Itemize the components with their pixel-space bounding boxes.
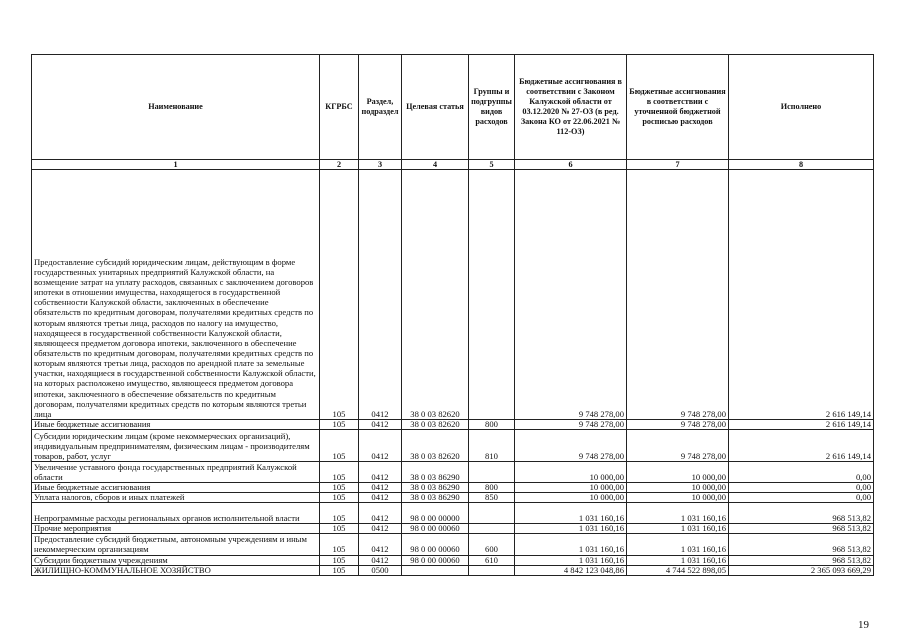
row-refined-amount: 1 031 160,16 — [627, 524, 729, 534]
row-kgrbs: 105 — [320, 493, 359, 503]
row-name: Непрограммные расходы региональных органов исполнительной власти — [32, 503, 320, 524]
row-kgrbs: 105 — [320, 483, 359, 493]
row-article: 38 0 03 86290 — [402, 493, 469, 503]
row-group — [469, 462, 515, 483]
row-section: 0412 — [359, 524, 402, 534]
header-expense-group: Группы и подгруппы видов расходов — [469, 55, 515, 160]
table-row — [32, 170, 874, 420]
row-executed-amount: 2 616 149,14 — [729, 420, 874, 430]
row-name: Прочие мероприятия — [32, 524, 320, 534]
header-refined-allocations: Бюджетные ассигнования в соответствии с уточненной бюджетной росписью расходов — [627, 55, 729, 160]
row-law-amount: 9 748 278,00 — [515, 170, 627, 420]
row-law-amount: 10 000,00 — [515, 483, 627, 493]
row-name: Субсидии бюджетным учреждениям — [32, 555, 320, 565]
budget-table — [31, 54, 874, 576]
column-number: 7 — [627, 160, 729, 170]
table-row — [32, 503, 874, 524]
column-number: 1 — [32, 160, 320, 170]
row-law-amount: 10 000,00 — [515, 493, 627, 503]
row-article: 98 0 00 00060 — [402, 555, 469, 565]
row-refined-amount: 4 744 522 898,05 — [627, 565, 729, 575]
row-article: 38 0 03 82620 — [402, 420, 469, 430]
row-name: Предоставление субсидий бюджетным, автономным учреждениям и иным некоммерческим организациям — [32, 534, 320, 555]
row-refined-amount: 9 748 278,00 — [627, 420, 729, 430]
row-kgrbs: 105 — [320, 430, 359, 462]
row-executed-amount: 0,00 — [729, 462, 874, 483]
table-row — [32, 565, 874, 575]
column-number: 4 — [402, 160, 469, 170]
row-kgrbs: 105 — [320, 503, 359, 524]
column-number: 6 — [515, 160, 627, 170]
row-executed-amount: 968 513,82 — [729, 503, 874, 524]
row-refined-amount: 10 000,00 — [627, 483, 729, 493]
table-row — [32, 524, 874, 534]
header-law-allocations: Бюджетные ассигнования в соответствии с Законом Калужской области от 03.12.2020 № 27-ОЗ (в ред. Закона КО от 22.06.2021 № 112-ОЗ) — [515, 55, 627, 160]
row-name: ЖИЛИЩНО-КОММУНАЛЬНОЕ ХОЗЯЙСТВО — [32, 565, 320, 575]
row-article — [402, 565, 469, 575]
header-row — [32, 55, 874, 160]
row-refined-amount: 1 031 160,16 — [627, 503, 729, 524]
table-row — [32, 430, 874, 462]
row-name: Субсидии юридическим лицам (кроме некоммерческих организаций), индивидуальным предпринимателям, физическим лицам - производителям товаров, работ, услуг — [32, 430, 320, 462]
row-name: Уплата налогов, сборов и иных платежей — [32, 493, 320, 503]
row-section: 0412 — [359, 503, 402, 524]
column-number: 8 — [729, 160, 874, 170]
header-section: Раздел, подраздел — [359, 55, 402, 160]
row-kgrbs: 105 — [320, 420, 359, 430]
row-name: Увеличение уставного фонда государственных предприятий Калужской области — [32, 462, 320, 483]
row-section: 0412 — [359, 534, 402, 555]
row-law-amount: 1 031 160,16 — [515, 534, 627, 555]
row-group: 610 — [469, 555, 515, 565]
row-article: 38 0 03 86290 — [402, 462, 469, 483]
row-article: 38 0 03 86290 — [402, 483, 469, 493]
column-number: 5 — [469, 160, 515, 170]
row-group — [469, 503, 515, 524]
row-name: Иные бюджетные ассигнования — [32, 420, 320, 430]
row-group — [469, 170, 515, 420]
row-refined-amount: 1 031 160,16 — [627, 534, 729, 555]
row-group: 800 — [469, 420, 515, 430]
row-section: 0412 — [359, 493, 402, 503]
row-name: Предоставление субсидий юридическим лицам, действующим в форме государственных унитарных предприятий Калужской области, на возмещение затрат на уплату расходов, связанных с заключением договоров ипотеки в отношении имущества, находящегося в государственной собственности Калужской области, заключенных в обеспечение обязательств по кредитным договорам, получателями кредитных средств по которым являются третьи лица, расходов по налогу на имущество, находящееся в государственной собственности Калужской области, являющееся предметом договора ипотеки, заключенного в обеспечение обязательств по кредитным договорам, получателями кредитных средств по которым являются третьи лица, расходов по арендной плате за земельные участки, находящиеся в государственной собственности Калужской области, на которых расположено имущество, являющееся предметом договора ипотеки, заключенного в обеспечение обязательств по кредитным договорам, получателями кредитных средств по которым являются третьи лица — [32, 170, 320, 420]
row-article: 98 0 00 00060 — [402, 524, 469, 534]
table-row — [32, 534, 874, 555]
row-kgrbs: 105 — [320, 555, 359, 565]
row-law-amount: 1 031 160,16 — [515, 524, 627, 534]
table-row — [32, 483, 874, 493]
row-group: 800 — [469, 483, 515, 493]
row-section: 0412 — [359, 483, 402, 493]
row-article: 98 0 00 00000 — [402, 503, 469, 524]
row-section: 0412 — [359, 462, 402, 483]
row-section: 0412 — [359, 170, 402, 420]
row-law-amount: 9 748 278,00 — [515, 420, 627, 430]
row-group: 600 — [469, 534, 515, 555]
row-group: 850 — [469, 493, 515, 503]
row-kgrbs: 105 — [320, 524, 359, 534]
row-law-amount: 1 031 160,16 — [515, 503, 627, 524]
row-kgrbs: 105 — [320, 462, 359, 483]
column-number-row — [32, 160, 874, 170]
row-executed-amount: 2 616 149,14 — [729, 170, 874, 420]
table-row — [32, 493, 874, 503]
row-kgrbs: 105 — [320, 170, 359, 420]
row-executed-amount: 968 513,82 — [729, 555, 874, 565]
row-kgrbs: 105 — [320, 534, 359, 555]
row-article: 38 0 03 82620 — [402, 170, 469, 420]
row-section: 0500 — [359, 565, 402, 575]
row-executed-amount: 0,00 — [729, 493, 874, 503]
row-section: 0412 — [359, 420, 402, 430]
row-refined-amount: 1 031 160,16 — [627, 555, 729, 565]
header-executed: Исполнено — [729, 55, 874, 160]
row-group — [469, 524, 515, 534]
table-row — [32, 462, 874, 483]
column-number: 2 — [320, 160, 359, 170]
row-executed-amount: 968 513,82 — [729, 524, 874, 534]
row-kgrbs: 105 — [320, 565, 359, 575]
table-row — [32, 555, 874, 565]
row-law-amount: 1 031 160,16 — [515, 555, 627, 565]
row-law-amount: 10 000,00 — [515, 462, 627, 483]
row-refined-amount: 10 000,00 — [627, 462, 729, 483]
row-section: 0412 — [359, 430, 402, 462]
row-executed-amount: 968 513,82 — [729, 534, 874, 555]
row-name: Иные бюджетные ассигнования — [32, 483, 320, 493]
row-group: 810 — [469, 430, 515, 462]
table-row — [32, 420, 874, 430]
row-article: 38 0 03 82620 — [402, 430, 469, 462]
row-law-amount: 4 842 123 048,86 — [515, 565, 627, 575]
row-executed-amount: 2 365 093 669,29 — [729, 565, 874, 575]
row-law-amount: 9 748 278,00 — [515, 430, 627, 462]
header-article: Целевая статья — [402, 55, 469, 160]
column-number: 3 — [359, 160, 402, 170]
row-refined-amount: 10 000,00 — [627, 493, 729, 503]
row-group — [469, 565, 515, 575]
row-refined-amount: 9 748 278,00 — [627, 170, 729, 420]
row-executed-amount: 2 616 149,14 — [729, 430, 874, 462]
header-kgrbs: КГРБС — [320, 55, 359, 160]
row-refined-amount: 9 748 278,00 — [627, 430, 729, 462]
row-section: 0412 — [359, 555, 402, 565]
row-article: 98 0 00 00060 — [402, 534, 469, 555]
header-name: Наименование — [32, 55, 320, 160]
page-number: 19 — [858, 619, 869, 631]
row-executed-amount: 0,00 — [729, 483, 874, 493]
